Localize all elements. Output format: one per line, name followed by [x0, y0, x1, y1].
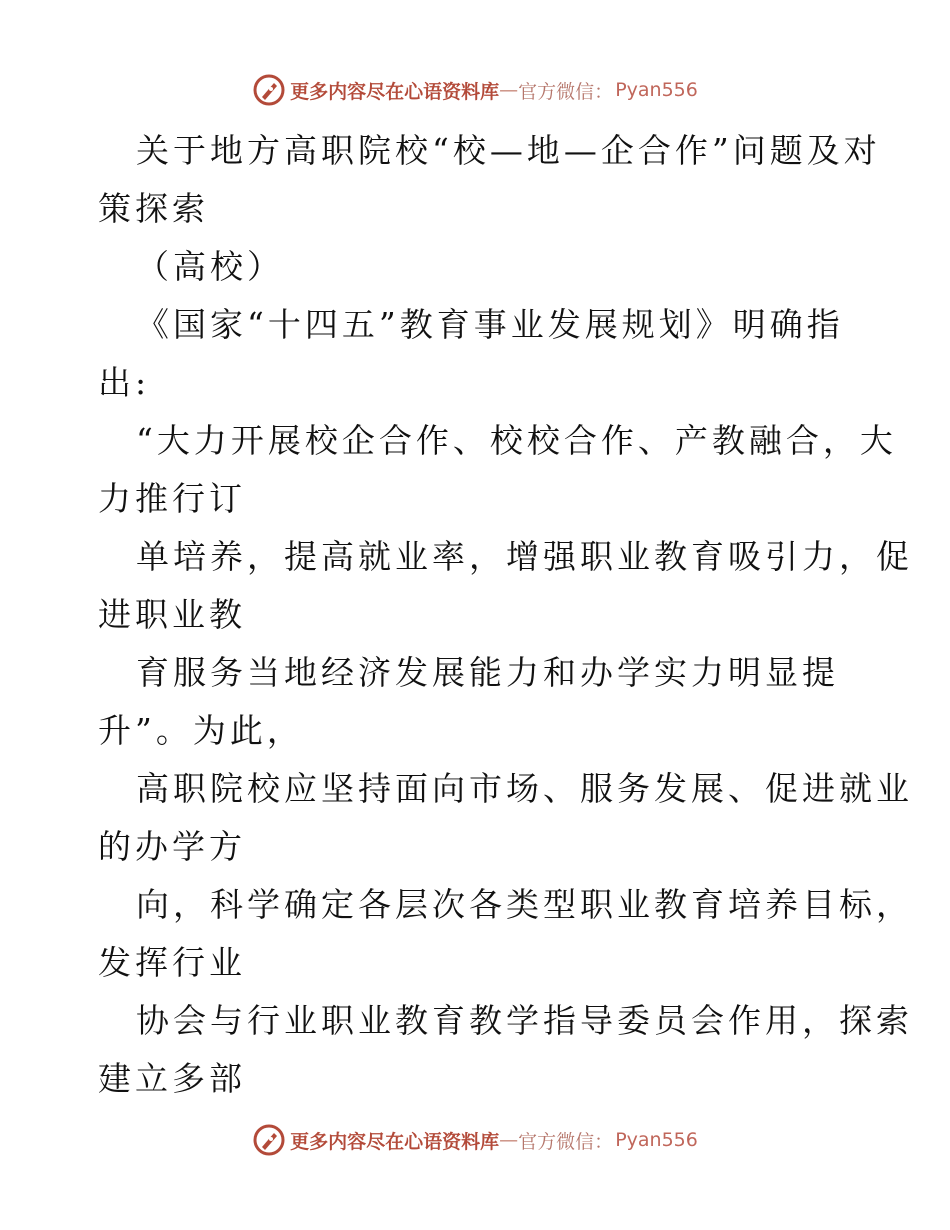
- watermark-wechat-label: 官方微信：: [518, 1130, 614, 1153]
- text-line: 进职业教: [98, 595, 246, 634]
- text-line: “大力开展校企合作、校校合作、产教融合，大: [136, 421, 897, 460]
- text-line: 《国家“十四五”教育事业发展规划》明确指: [136, 305, 844, 344]
- document-body: [98, 122, 913, 1108]
- watermark-wechat-handle: Pyan556: [615, 1129, 698, 1151]
- text-line: 育服务当地经济发展能力和办学实力明显提: [136, 653, 839, 692]
- text-line: 协会与行业职业教育教学指导委员会作用，探索: [136, 1001, 913, 1040]
- text-line: 高职院校应坚持面向市场、服务发展、促进就业: [136, 769, 913, 808]
- pen-nib-logo-icon: [252, 1123, 286, 1157]
- text-line: 力推行订: [98, 479, 246, 518]
- text-line: 关于地方高职院校“校—地—企合作”问题及对: [136, 131, 881, 170]
- watermark-site-text: 更多内容尽在心语资料库: [290, 1130, 500, 1153]
- text-line: 策探索: [98, 189, 209, 228]
- text-line: 发挥行业: [98, 943, 246, 982]
- watermark-wechat-handle: Pyan556: [615, 79, 698, 101]
- header-watermark: [0, 70, 950, 110]
- footer-watermark: [0, 1120, 950, 1160]
- text-line: 升”。为此，: [98, 711, 304, 750]
- text-line: 向，科学确定各层次各类型职业教育培养目标，: [136, 885, 913, 924]
- text-line: （高校）: [136, 247, 284, 286]
- watermark-separator: —: [499, 79, 519, 101]
- text-line: 出:: [98, 363, 151, 402]
- text-line: 的办学方: [98, 827, 246, 866]
- watermark-site-text: 更多内容尽在心语资料库: [290, 80, 500, 103]
- text-line: 建立多部: [98, 1059, 246, 1098]
- text-line: 单培养，提高就业率，增强职业教育吸引力，促: [136, 537, 913, 576]
- watermark-wechat-label: 官方微信：: [518, 80, 614, 103]
- pen-nib-logo-icon: [252, 73, 286, 107]
- watermark-separator: —: [499, 1129, 519, 1151]
